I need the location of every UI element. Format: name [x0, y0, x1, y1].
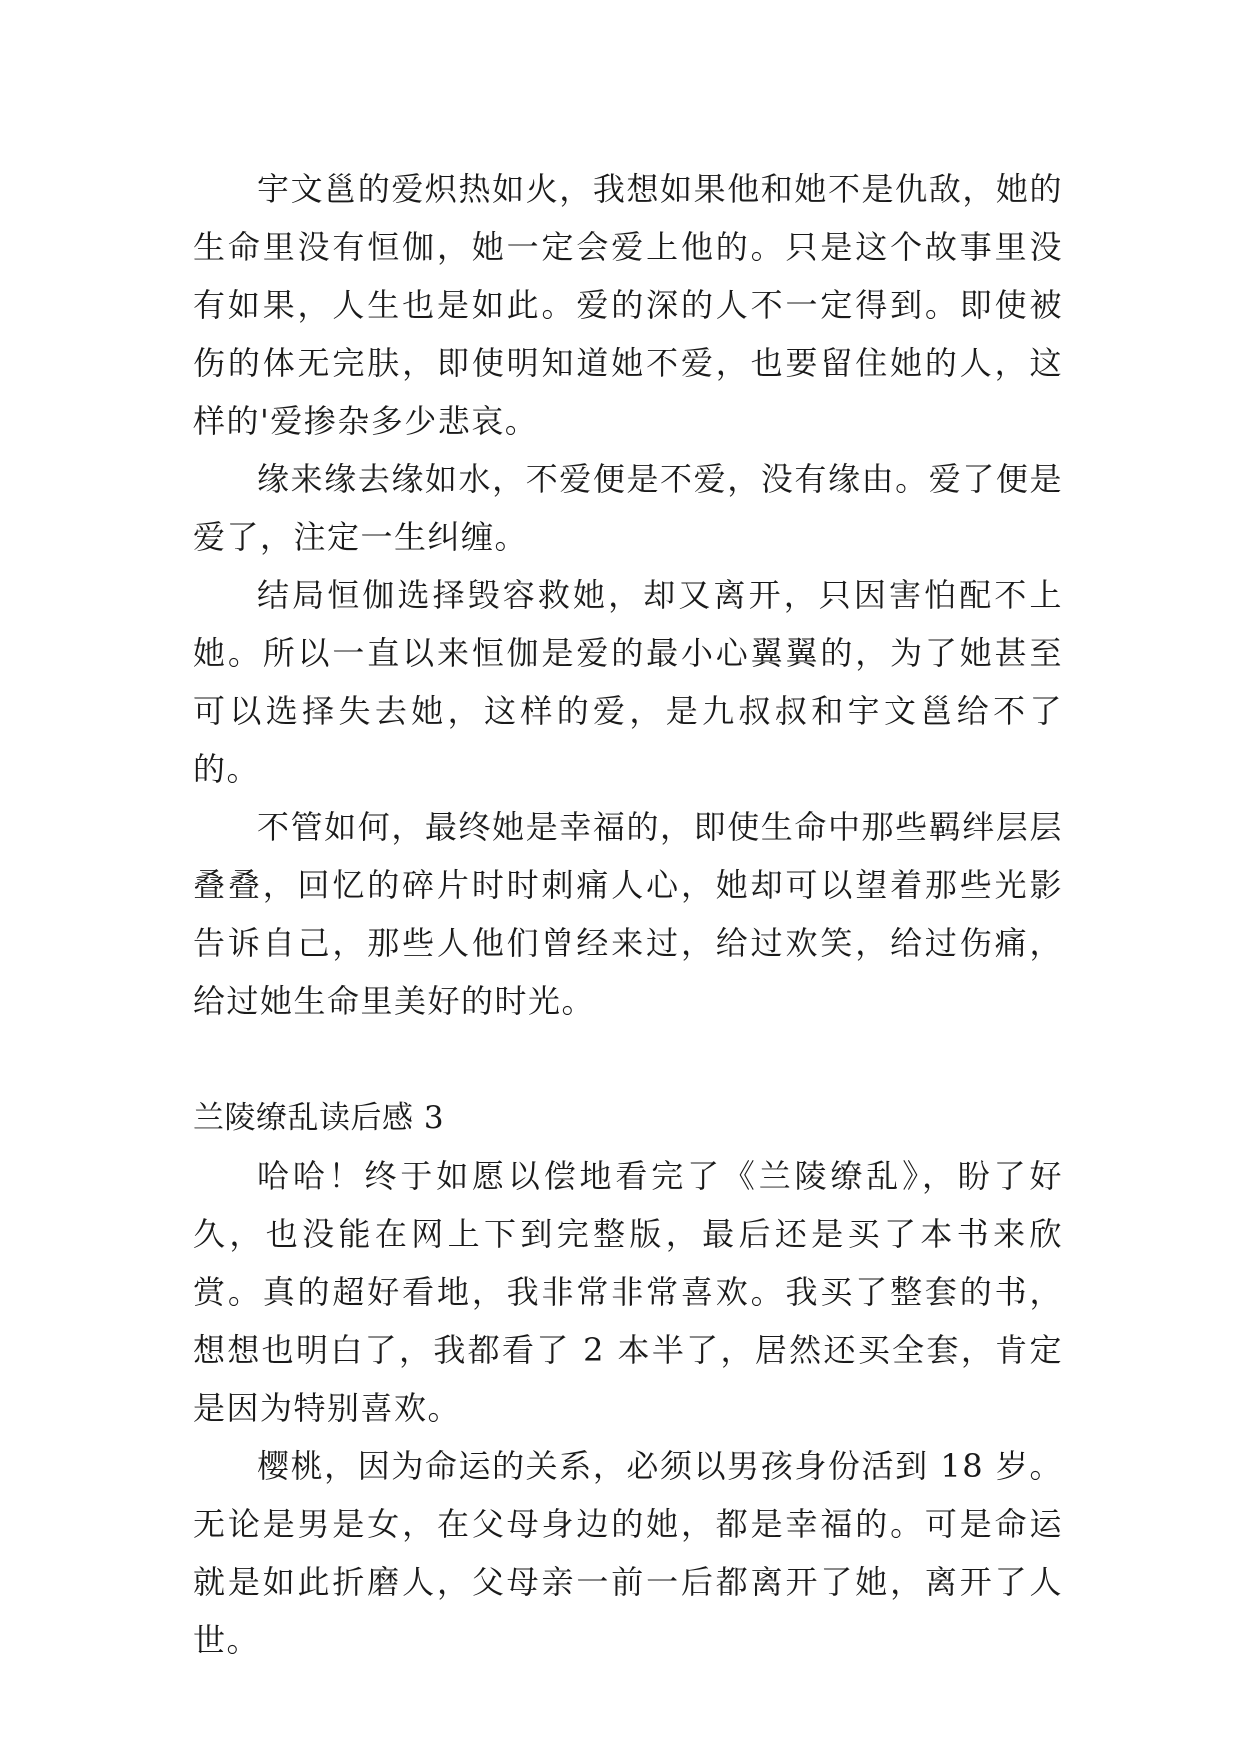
paragraph-yingtao: 樱桃，因为命运的关系，必须以男孩身份活到 18 岁。无论是男是女，在父母身边的她，都是幸福的。可是命运就是如此折磨人，父母亲一前一后都离开了她，离开了人世。: [193, 1447, 1063, 1659]
section-title: 兰陵缭乱读后感 3: [193, 1100, 445, 1136]
paragraph-hengjia-ending: 结局恒伽选择毁容救她，却又离开，只因害怕配不上她。所以一直以来恒伽是爱的最小心翼翼的，为了她甚至可以选择失去她，这样的爱，是九叔叔和宇文邕给不了的。: [193, 576, 1063, 788]
paragraph-happiness: 不管如何，最终她是幸福的，即使生命中那些羁绊层层叠叠，回忆的碎片时时刺痛人心，她却可以望着那些光影告诉自己，那些人他们曾经来过，给过欢笑，给过伤痛，给过她生命里美好的时光。: [193, 808, 1063, 1020]
paragraph-finished-reading: 哈哈！终于如愿以偿地看完了《兰陵缭乱》，盼了好久，也没能在网上下到完整版，最后还是买了本书来欣赏。真的超好看地，我非常非常喜欢。我买了整套的书，想想也明白了，我都看了 2 本半了，居然还买全套，肯定是因为特别喜欢。: [193, 1157, 1063, 1427]
paragraph-yuwenyong-love: 宇文邕的爱炽热如火，我想如果他和她不是仇敌，她的生命里没有恒伽，她一定会爱上他的。只是这个故事里没有如果，人生也是如此。爱的深的人不一定得到。即使被伤的体无完肤，即使明知道她不爱，也要留住她的人，这样的'爱掺杂多少悲哀。: [193, 170, 1063, 440]
document-body: [193, 160, 1063, 1669]
paragraph-fate-like-water: 缘来缘去缘如水，不爱便是不爱，没有缘由。爱了便是爱了，注定一生纠缠。: [193, 460, 1063, 556]
